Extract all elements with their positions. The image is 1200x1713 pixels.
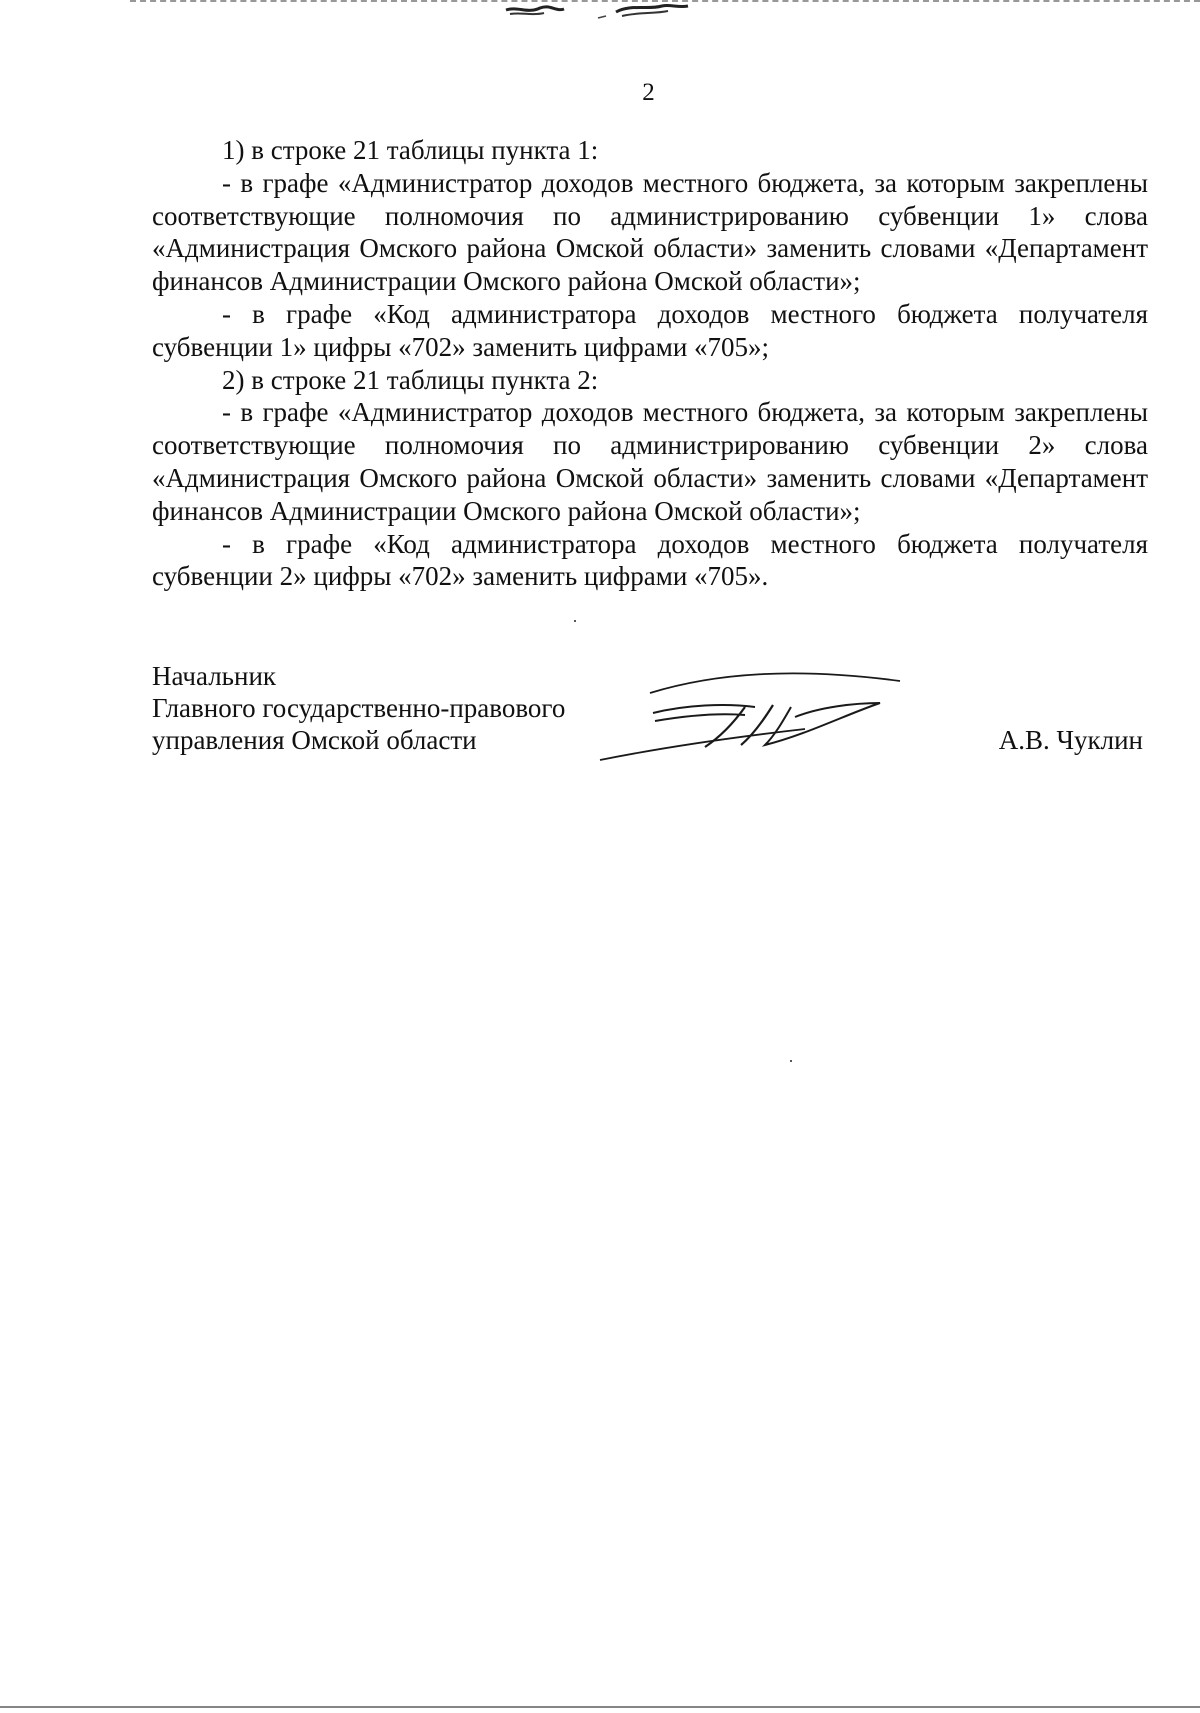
signatory-name: А.В. Чуклин <box>998 725 1143 755</box>
scan-bottom-edge <box>0 1706 1200 1708</box>
signatory-title-line: Главного государственно-правового <box>152 693 566 723</box>
signatory-title-line: Начальник <box>152 661 277 691</box>
paragraph: - в графе «Администратор доходов местного бюджета, за которым закреплены соответствующие полномочия по администрированию субвенции 1» слова «Администрация Омского района Омской области» заменить словами «Департамент финансов Администрации Омского района Омской области»; <box>152 167 1148 297</box>
signatory-title <box>152 660 565 756</box>
paragraph: 1) в строке 21 таблицы пункта 1: <box>222 135 599 165</box>
paragraph: - в графе «Код администратора доходов местного бюджета получателя субвенции 1» цифры «702» заменить цифрами «705»; <box>152 298 1148 362</box>
page-number: 2 <box>642 79 655 106</box>
signatory-title-line: управления Омской области <box>152 725 477 755</box>
handwritten-signature <box>595 655 910 770</box>
scan-speck <box>790 1060 792 1062</box>
paragraph: 2) в строке 21 таблицы пункта 2: <box>222 364 599 395</box>
scan-speck <box>574 620 576 622</box>
document-body <box>152 134 1148 593</box>
paragraph: - в графе «Код администратора доходов местного бюджета получателя субвенции 2» цифры «702» заменить цифрами «705». <box>152 528 1148 592</box>
scan-artifact-top <box>498 0 698 26</box>
paragraph: - в графе «Администратор доходов местного бюджета, за которым закреплены соответствующие полномочия по администрированию субвенции 2» слова «Администрация Омского района Омской области» заменить словами «Департамент финансов Администрации Омского района Омской области»; <box>152 397 1148 526</box>
